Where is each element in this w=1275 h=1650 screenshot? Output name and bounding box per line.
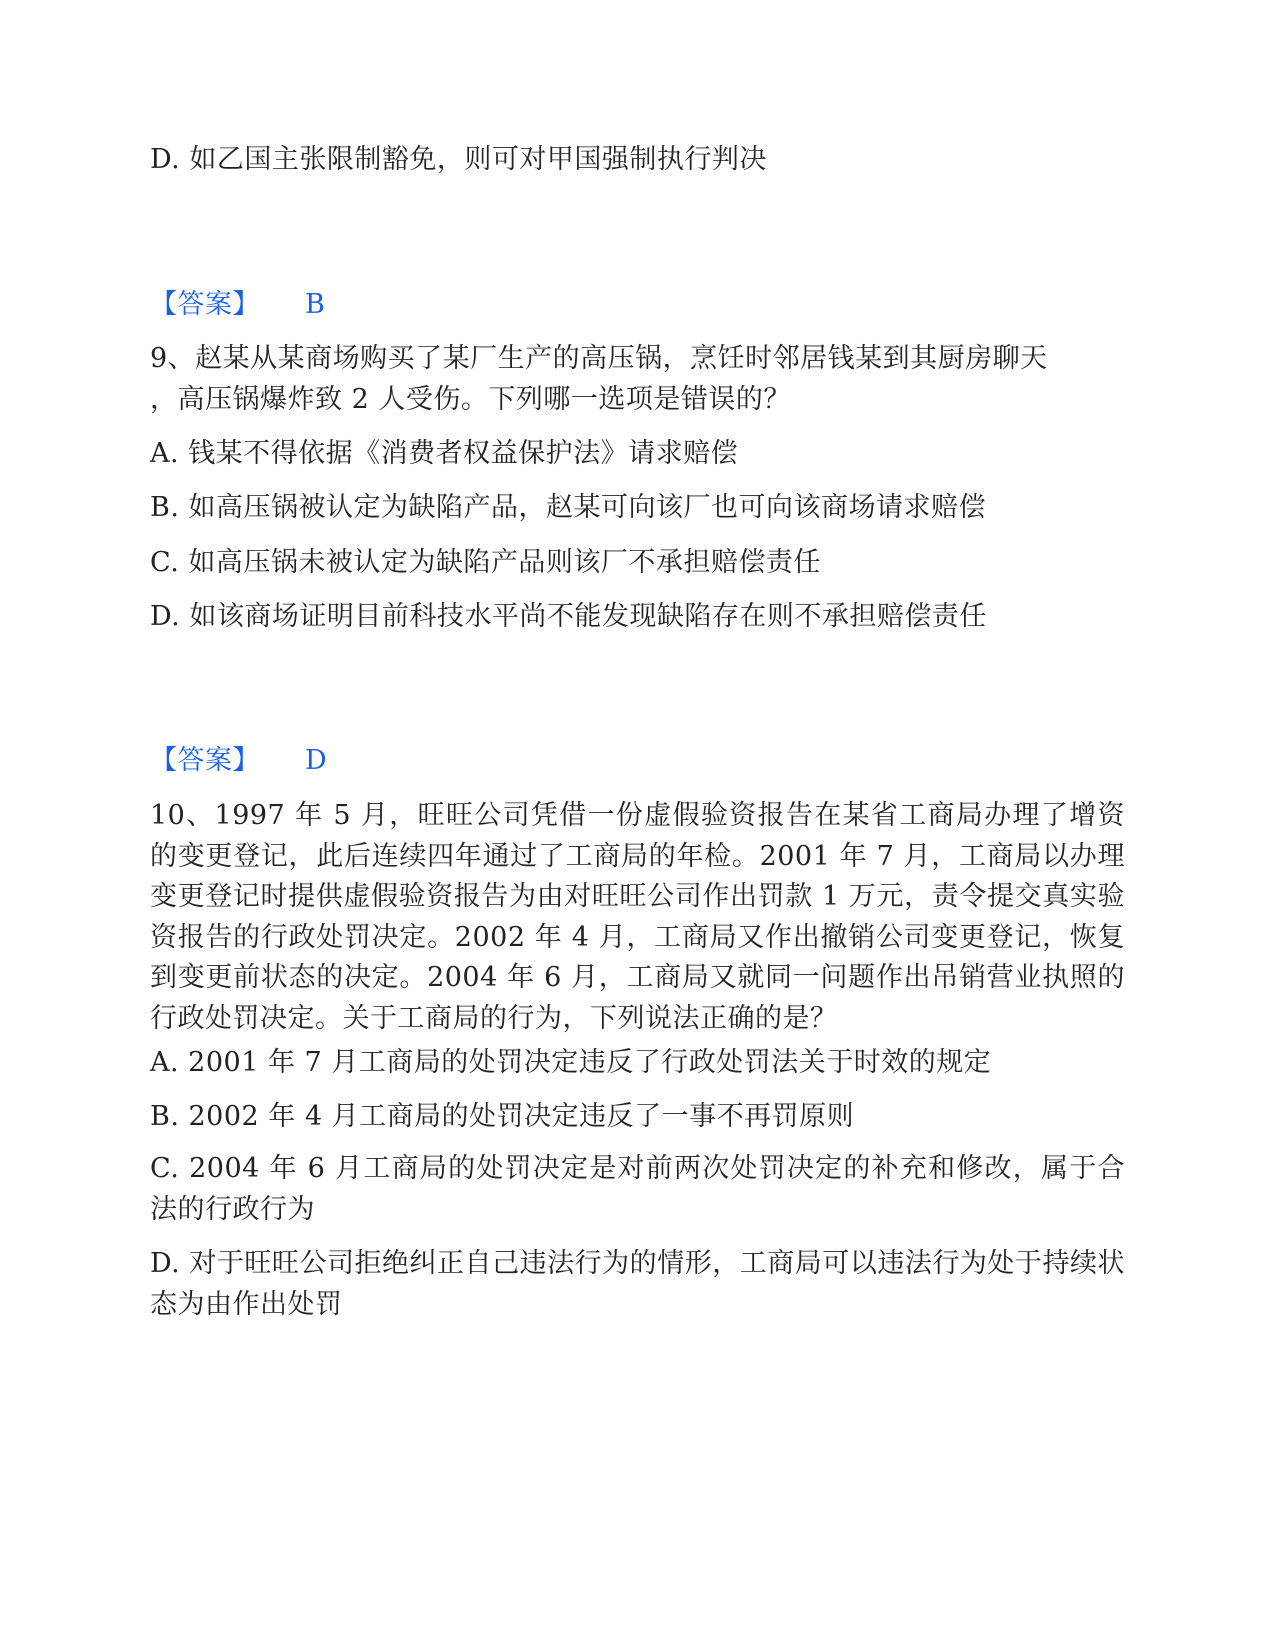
question-9-option-a: A. 钱某不得依据《消费者权益保护法》请求赔偿 <box>150 438 739 469</box>
answer-tag: 【答案】 <box>150 745 260 776</box>
prev-question-option-d: D. 如乙国主张限制豁免，则可对甲国强制执行判决 <box>150 144 767 175</box>
question-9-option-c: C. 如高压锅未被认定为缺陷产品则该厂不承担赔偿责任 <box>150 547 821 578</box>
question-9-stem-line-2: ，高压锅爆炸致 2 人受伤。下列哪一选项是错误的？ <box>150 384 791 415</box>
question-10-stem: 10、1997 年 5 月，旺旺公司凭借一份虚假验资报告在某省工商局办理了增资的变更登记，此后连续四年通过了工商局的年检。2001 年 7 月，工商局以办理变更登记时提供虚假验资报告为由对旺旺公司作出罚款 1 万元，责令提交真实验资报告的行政处罚决定。2002 年 4 月，工商局又作出撤销公司变更登记，恢复到变更前状态的决定。2004 年 6 月，工商局又就同一问题作出吊销营业执照的行政处罚决定。关于工商局的行为，下列说法正确的是？ <box>150 800 1125 1034</box>
question-10-option-a: A. 2001 年 7 月工商局的处罚决定违反了行政处罚法关于时效的规定 <box>150 1047 992 1078</box>
answer-value: B <box>305 289 326 320</box>
question-10-option-c: C. 2004 年 6 月工商局的处罚决定是对前两次处罚决定的补充和修改，属于合法的行政行为 <box>150 1153 1125 1225</box>
question-9-option-d: D. 如该商场证明目前科技水平尚不能发现缺陷存在则不承担赔偿责任 <box>150 601 987 632</box>
question-9-stem-line-1: 9、赵某从某商场购买了某厂生产的高压锅，烹饪时邻居钱某到其厨房聊天 <box>150 343 1048 374</box>
answer-row-8 <box>150 287 325 323</box>
question-10-option-b: B. 2002 年 4 月工商局的处罚决定违反了一事不再罚原则 <box>150 1101 855 1132</box>
answer-row-9 <box>150 743 327 779</box>
question-9-option-b: B. 如高压锅被认定为缺陷产品，赵某可向该厂也可向该商场请求赔偿 <box>150 492 987 523</box>
question-10-option-d: D. 对于旺旺公司拒绝纠正自己违法行为的情形，工商局可以违法行为处于持续状态为由作出处罚 <box>150 1248 1125 1320</box>
answer-tag: 【答案】 <box>150 289 260 320</box>
answer-value: D <box>305 745 328 776</box>
